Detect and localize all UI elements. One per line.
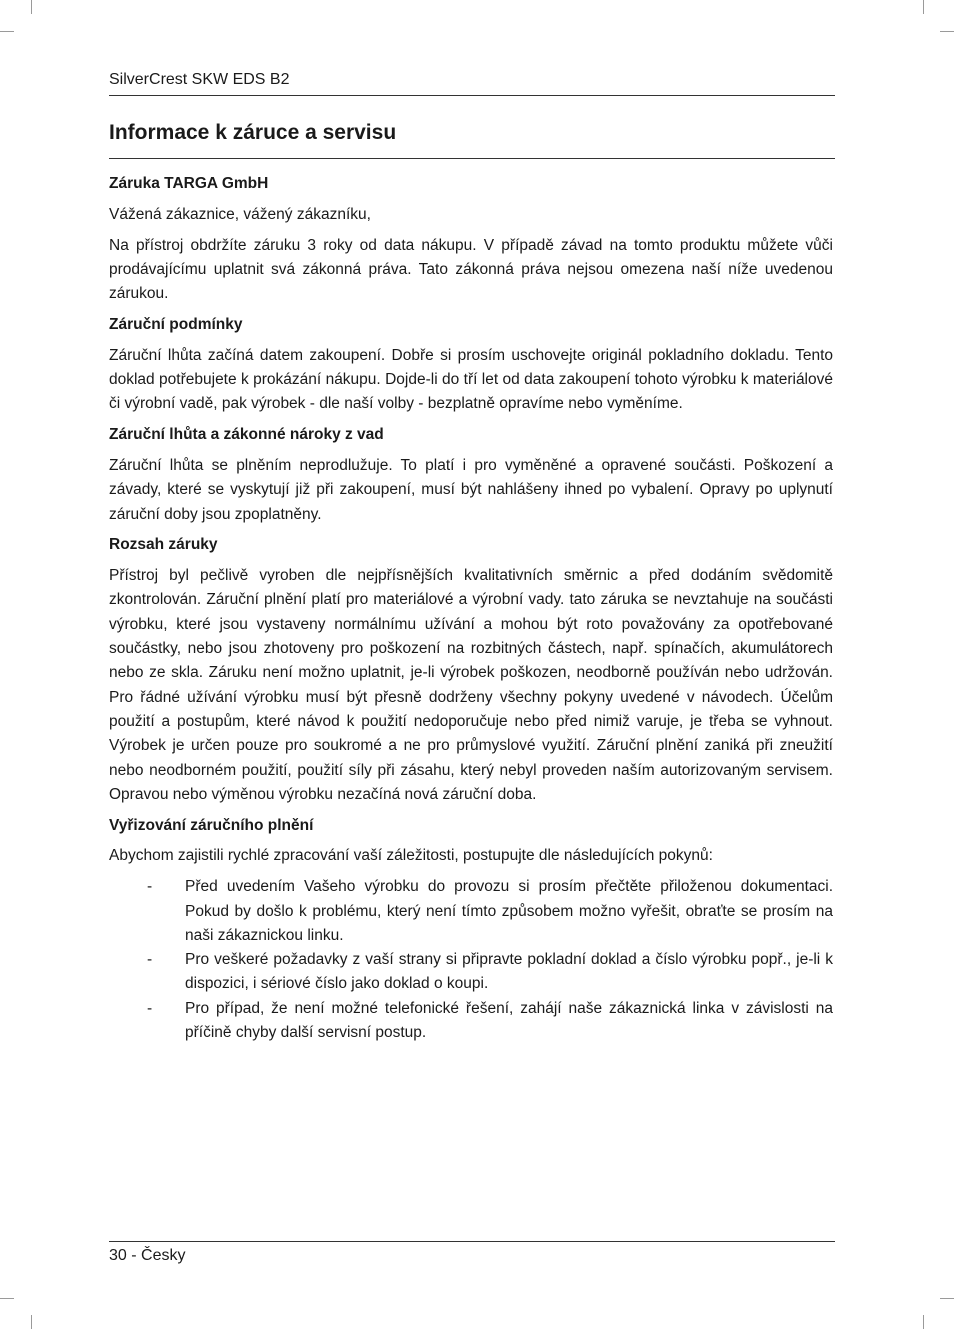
bullet-dash: - [147, 878, 153, 896]
crop-mark [0, 1298, 14, 1299]
crop-mark [0, 31, 14, 32]
list-item-text: Pro případ, že není možné telefonické řešení, zahájí naše zákaznická linka v závislosti na příčině chyby další servisní postup. [185, 999, 833, 1041]
page-number: 30 - Česky [109, 1247, 186, 1264]
bullet-dash: - [147, 999, 153, 1017]
list-item-text: Před uvedením Vašeho výrobku do provozu si prosím přečtěte přiloženou dokumentaci. Pokud by došlo k problému, který není tímto způsobem možno vyřešit, obraťte se prosím na naši zákaznickou linku. [185, 878, 833, 944]
warranty-intro-paragraph: Na přístroj obdržíte záruku 3 roky od data nákupu. V případě závad na tomto produktu můžete vůči prodávajícímu uplatnit svá zákonná práva. Tato zákonná práva nejsou omezena naší níže uvedenou zárukou. [109, 236, 833, 303]
list-item [109, 875, 833, 948]
crop-mark [940, 1298, 954, 1299]
page-title: Informace k záruce a servisu [109, 121, 397, 144]
crop-mark [923, 1315, 924, 1329]
footer-rule [109, 1241, 835, 1242]
title-rule [109, 158, 835, 159]
conditions-paragraph: Záruční lhůta začíná datem zakoupení. Dobře si prosím uschovejte originál pokladního dokladu. Tento doklad potřebujete k prokázání nákupu. Dojde-li do tří let od data zakoupení tohoto výrobku k materiálové či výrobní vadě, pak výrobek - dle naší volby - bezplatně opravíme nebo vyměníme. [109, 346, 833, 413]
handling-list [109, 875, 833, 1045]
warranty-heading: Záruka TARGA GmbH [109, 175, 269, 192]
greeting-paragraph: Vážená zákaznice, vážený zákazníku, [109, 205, 371, 223]
scope-paragraph: Přístroj byl pečlivě vyroben dle nejpřísnějších kvalitativních směrnic a před dodáním svědomitě zkontrolován. Záruční plnění platí pro materiálové a výrobní vady. tato záruka se nevztahuje na součásti výrobku, které jsou vystaveny normálnímu užívání a mohou být roto považovány za opotřebované součástky, nebo jsou zhotoveny pro poškození na rozbitných částech, např. spínačích, akumulátorech nebo ze skla. Záruku není možno uplatnit, je-li výrobek poškozen, neodborně používán nebo udržován. Pro řádné užívání výrobku musí být přesně dodrženy všechny pokyny uvedené v návodech. Účelům použití a postupům, které návod k použití nedoporučuje nebo před nimiž varuje, je třeba se vyhnout. Výrobek je určen pouze pro soukromé a ne pro průmyslové využití. Záruční plnění zaniká při zneužití nebo neodborném použití, použití síly při zásahu, který nebyl proveden naším autorizovaným servisem. Opravou nebo výměnou výrobku nezačíná nová záruční doba. [109, 567, 833, 803]
list-item-text: Pro veškeré požadavky z vaší strany si připravte pokladní doklad a číslo výrobku popř., je-li k dispozici, i sériové číslo jako doklad o koupi. [185, 951, 833, 993]
crop-mark [31, 1315, 32, 1329]
crop-mark [940, 31, 954, 32]
crop-mark [31, 0, 32, 14]
list-item [109, 997, 833, 1046]
crop-mark [923, 0, 924, 14]
document-body [109, 172, 833, 1045]
scope-heading: Rozsah záruky [109, 536, 218, 554]
list-item [109, 948, 833, 997]
running-header: SilverCrest SKW EDS B2 [109, 71, 290, 88]
handling-heading: Vyřizování záručního plnění [109, 816, 314, 834]
conditions-heading: Záruční podmínky [109, 315, 243, 333]
period-paragraph: Záruční lhůta se plněním neprodlužuje. To platí i pro vyměněné a opravené součásti. Poškození a závady, které se vyskytují již při zakoupení, musí být nahlášeny ihned po vybalení. Opravy po uplynutí záruční doby jsou zpoplatněny. [109, 456, 833, 523]
header-rule [109, 95, 835, 96]
period-heading: Záruční lhůta a zákonné nároky z vad [109, 426, 384, 444]
handling-intro-paragraph: Abychom zajistili rychlé zpracování vaší záležitosti, postupujte dle následujících pokynů: [109, 847, 713, 865]
bullet-dash: - [147, 951, 153, 969]
